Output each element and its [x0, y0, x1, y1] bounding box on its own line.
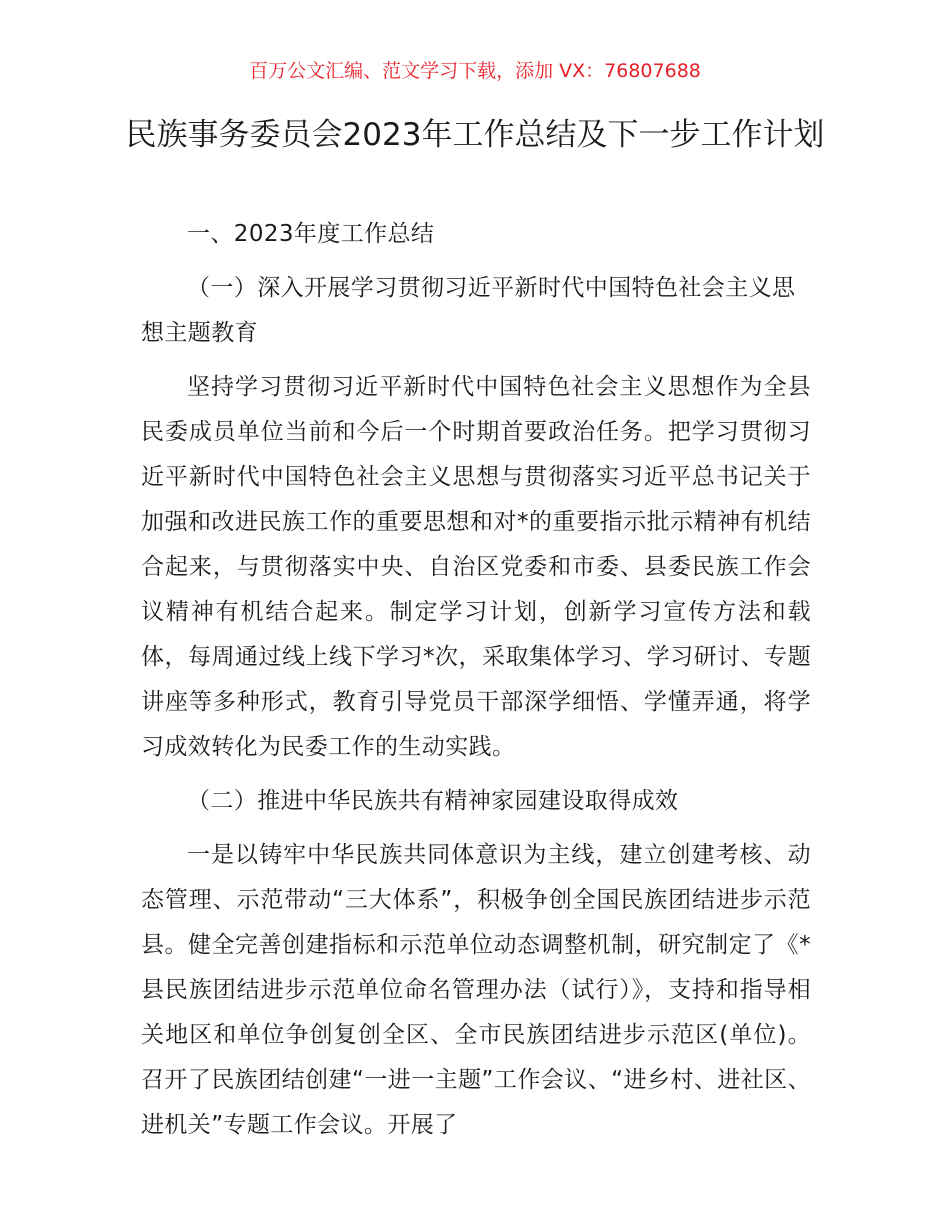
paragraph-1: 坚持学习贯彻习近平新时代中国特色社会主义思想作为全县民委成员单位当前和今后一个时期首要政治任务。把学习贯彻习近平新时代中国特色社会主义思想与贯彻落实习近平总书记关于加强和改进民族工作的重要思想和对*的重要指示批示精神有机结合起来，与贯彻落实中央、自治区党委和市委、县委民族工作会议精神有机结合起来。制定学习计划，创新学习宣传方法和载体，每周通过线上线下学习*次，采取集体学习、学习研讨、专题讲座等多种形式，教育引导党员干部深学细悟、学懂弄通，将学习成效转化为民委工作的生动实践。 [141, 374, 811, 760]
header-watermark-note: 百万公文汇编、范文学习下载，添加 VX：76807688 [249, 60, 701, 82]
document-title: 民族事务委员会2023年工作总结及下一步工作计划 [125, 117, 825, 153]
section-heading-1: 一、2023年度工作总结 [187, 221, 435, 247]
subsection-heading-2: （二）推进中华民族共有精神家园建设取得成效 [187, 788, 679, 814]
subsection-heading-1: （一）深入开展学习贯彻习近平新时代中国特色社会主义思想主题教育 [141, 275, 796, 346]
paragraph-2: 一是以铸牢中华民族共同体意识为主线，建立创建考核、动态管理、示范带动“三大体系”，积极争创全国民族团结进步示范县。健全完善创建指标和示范单位动态调整机制，研究制定了《*县民族团结进步示范单位命名管理办法（试行）》，支持和指导相关地区和单位争创复创全区、全市民族团结进步示范区(单位)。召开了民族团结创建“一进一主题”工作会议、“进乡村、进社区、进机关”专题工作会议。开展了 [141, 842, 811, 1138]
document-body [141, 212, 811, 1157]
